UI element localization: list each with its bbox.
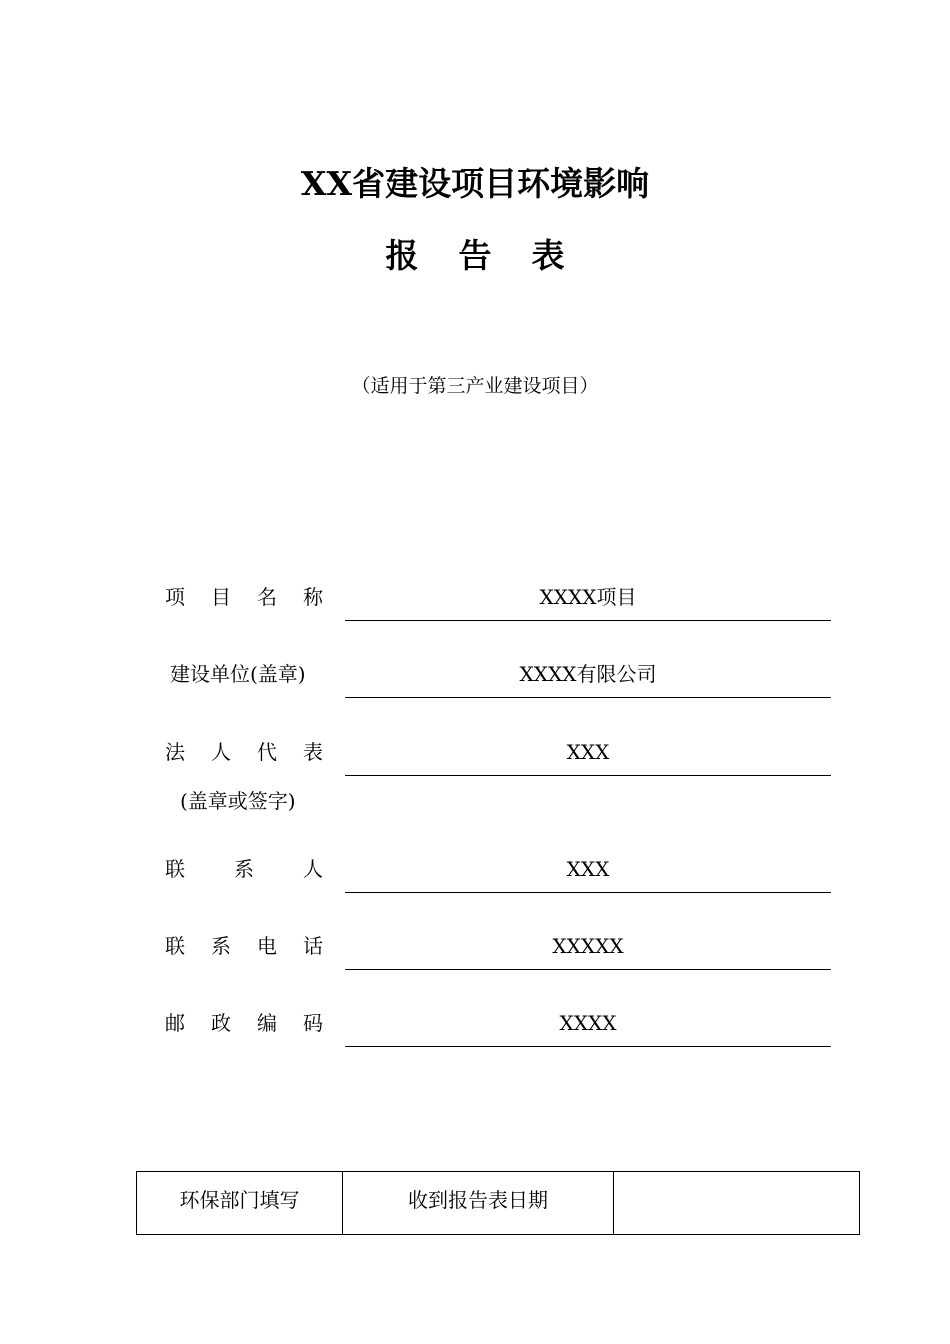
field-contact-phone	[165, 933, 831, 963]
field-value-postal-code[interactable]: XXXX	[345, 1010, 831, 1047]
document-title-report-form: 报告表	[385, 236, 605, 275]
field-value-project-name[interactable]: XXXX项目	[345, 584, 831, 621]
field-value-contact-phone[interactable]: XXXXX	[345, 933, 831, 970]
field-construction-unit	[165, 661, 831, 691]
field-label-construction-unit: 建设单位(盖章)	[170, 662, 306, 686]
table-row	[137, 1172, 860, 1235]
document-subtitle: （适用于第三产业建设项目）	[351, 375, 599, 397]
field-value-construction-unit[interactable]: XXXX有限公司	[345, 661, 831, 698]
field-value-legal-representative[interactable]: XXX	[345, 739, 831, 776]
field-label-legal-representative: 法 人 代 表	[165, 740, 323, 764]
field-label-contact-phone: 联 系 电 话	[165, 934, 323, 958]
field-contact-person	[165, 856, 831, 886]
field-sublabel-seal-or-signature: (盖章或签字)	[180, 789, 296, 813]
field-postal-code	[165, 1010, 831, 1040]
field-value-contact-person[interactable]: XXX	[345, 856, 831, 893]
field-label-project-name: 项 目 名 称	[165, 585, 323, 609]
receipt-cell-date-value[interactable]	[614, 1172, 860, 1235]
receipt-table	[136, 1171, 860, 1235]
receipt-cell-date-label: 收到报告表日期	[343, 1172, 614, 1235]
field-project-name	[165, 584, 831, 614]
document-title: XX省建设项目环境影响	[300, 164, 650, 203]
field-label-contact-person: 联 系 人	[165, 857, 323, 881]
receipt-cell-department: 环保部门填写	[137, 1172, 343, 1235]
field-legal-representative	[165, 739, 831, 769]
field-label-postal-code: 邮 政 编 码	[165, 1011, 323, 1035]
